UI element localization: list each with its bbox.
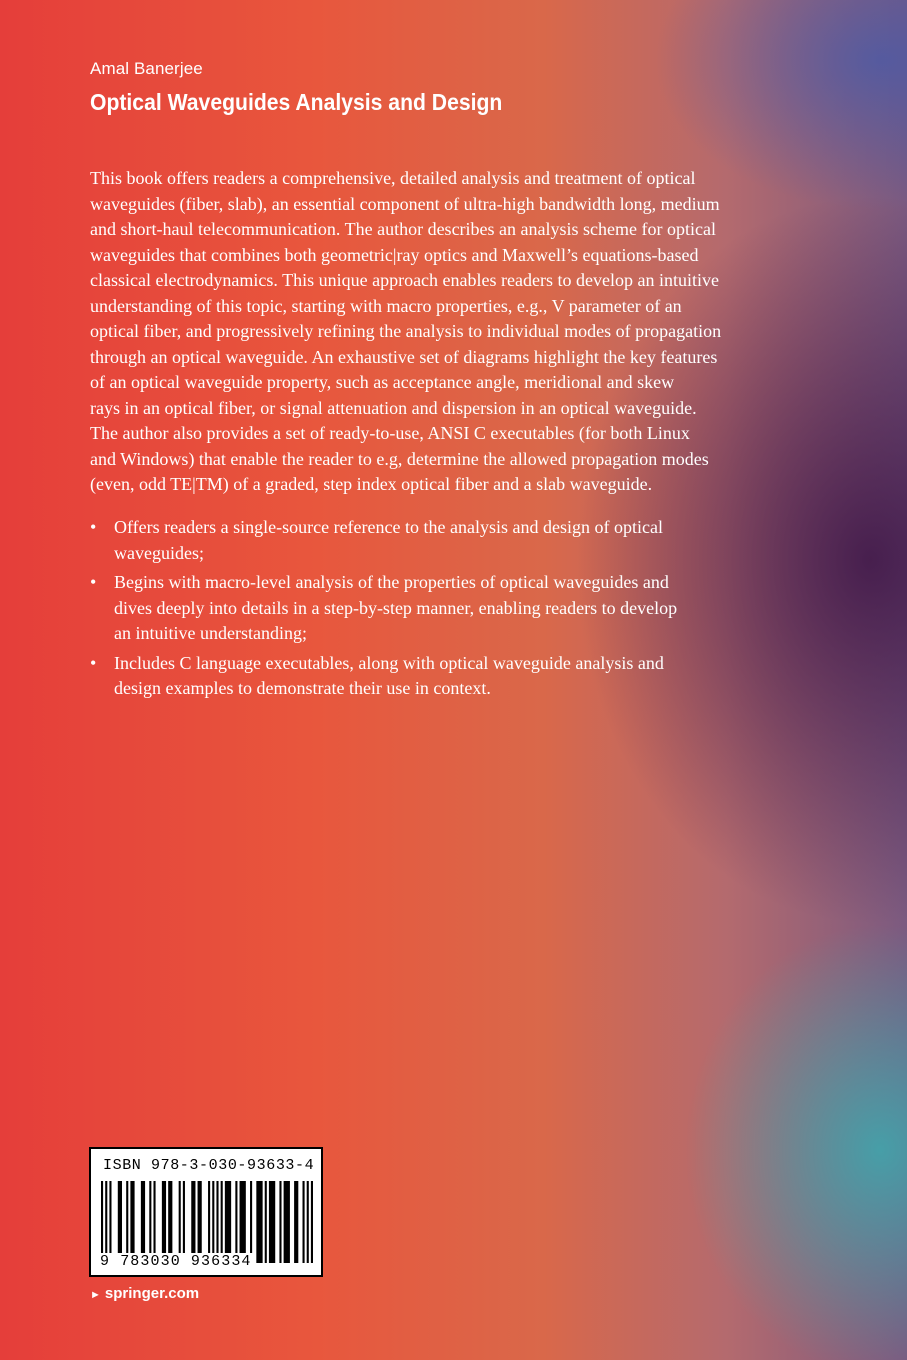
- barcode-bar: [216, 1181, 218, 1263]
- description-line: understanding of this topic, starting with macro properties, e.g., V parameter of an: [90, 295, 682, 316]
- description-line: The author also provides a set of ready-to-use, ANSI C executables (for both Linux: [90, 423, 690, 443]
- barcode-bar: [149, 1181, 151, 1263]
- isbn-label: ISBN 978-3-030-93633-4: [103, 1157, 315, 1174]
- barcode-bar: [101, 1181, 103, 1263]
- barcode-bar: [265, 1181, 267, 1263]
- barcode-bar: [250, 1181, 252, 1263]
- barcode-bar: [307, 1181, 309, 1263]
- feature-line: Includes C language executables, along with optical waveguide analysis and: [114, 652, 664, 673]
- barcode-digits: [99, 1253, 317, 1270]
- barcode-bar: [109, 1181, 111, 1263]
- barcode-bars: [101, 1181, 313, 1263]
- arrow-right-icon: ►: [90, 1289, 101, 1301]
- barcode-bar: [183, 1181, 185, 1263]
- description-line: optical fiber, and progressively refining the analysis to individual modes of propagation: [90, 321, 722, 341]
- description-line: (even, odd TE|TM) of a graded, step index optical fiber and a slab waveguide.: [90, 474, 653, 494]
- barcode-bar: [105, 1181, 107, 1263]
- barcode-bar: [235, 1181, 237, 1263]
- description-paragraph: [90, 166, 830, 498]
- barcode-bar: [311, 1181, 313, 1263]
- description-line: This book offers readers a comprehensive, detailed analysis and treatment of optical: [90, 168, 696, 188]
- barcode-bar: [208, 1181, 210, 1263]
- feature-list-item: [90, 651, 830, 702]
- barcode-bar: [221, 1181, 223, 1263]
- barcode-bar: [141, 1181, 145, 1263]
- barcode-digit-text: 9 783030 936334: [100, 1253, 252, 1270]
- feature-line: Offers readers a single-source reference to the analysis and design of optical: [114, 517, 663, 537]
- description-line: of an optical waveguide property, such as acceptance angle, meridional and skew: [90, 372, 675, 392]
- barcode-bar: [130, 1181, 134, 1263]
- publisher-link[interactable]: [90, 1285, 199, 1302]
- barcode-bar: [269, 1181, 275, 1263]
- barcode-bar: [198, 1181, 202, 1263]
- barcode-bar: [168, 1181, 172, 1263]
- barcode-bar: [279, 1181, 281, 1263]
- feature-line: waveguides;: [114, 542, 204, 563]
- feature-line: an intuitive understanding;: [114, 623, 307, 643]
- barcode-bar: [179, 1181, 181, 1263]
- feature-line: Begins with macro-level analysis of the properties of optical waveguides and: [114, 572, 669, 592]
- barcode-bar: [153, 1181, 155, 1263]
- bullet-marker: •: [90, 652, 97, 673]
- feature-line: dives deeply into details in a step-by-step manner, enabling readers to develop: [114, 597, 678, 618]
- isbn-barcode: [89, 1147, 323, 1277]
- barcode-bar: [162, 1181, 166, 1263]
- description-line: classical electrodynamics. This unique approach enables readers to develop an intuitive: [90, 270, 719, 290]
- barcode-bar: [126, 1181, 128, 1263]
- description-line: rays in an optical fiber, or signal attenuation and dispersion in an optical waveguide.: [90, 397, 697, 418]
- barcode-bar: [191, 1181, 195, 1263]
- feature-line: design examples to demonstrate their use in context.: [114, 678, 491, 698]
- barcode-bar: [303, 1181, 305, 1263]
- feature-list: [90, 515, 830, 706]
- description-line: waveguides (fiber, slab), an essential component of ultra-high bandwidth long, medium: [90, 193, 720, 214]
- author-name: Amal Banerjee: [90, 59, 203, 78]
- description-line: waveguides that combines both geometric|ray optics and Maxwell’s equations-based: [90, 244, 699, 265]
- barcode-bar: [294, 1181, 298, 1263]
- feature-list-item: [90, 515, 830, 566]
- barcode-bar: [256, 1181, 262, 1263]
- description-line: and short-haul telecommunication. The author describes an analysis scheme for optical: [90, 219, 716, 239]
- barcode-bar: [284, 1181, 290, 1263]
- barcode-bar: [225, 1181, 231, 1263]
- feature-list-item: [90, 570, 830, 647]
- description-line: and Windows) that enable the reader to e.g, determine the allowed propagation modes: [90, 448, 709, 469]
- barcode-bar: [212, 1181, 214, 1263]
- bullet-marker: •: [90, 572, 97, 592]
- description-line: through an optical waveguide. An exhaustive set of diagrams highlight the key features: [90, 346, 718, 367]
- publisher-link-text: springer.com: [104, 1285, 200, 1302]
- barcode-bar: [240, 1181, 246, 1263]
- barcode-bar: [118, 1181, 122, 1263]
- book-title: Optical Waveguides Analysis and Design: [90, 89, 503, 115]
- bullet-marker: •: [90, 517, 97, 537]
